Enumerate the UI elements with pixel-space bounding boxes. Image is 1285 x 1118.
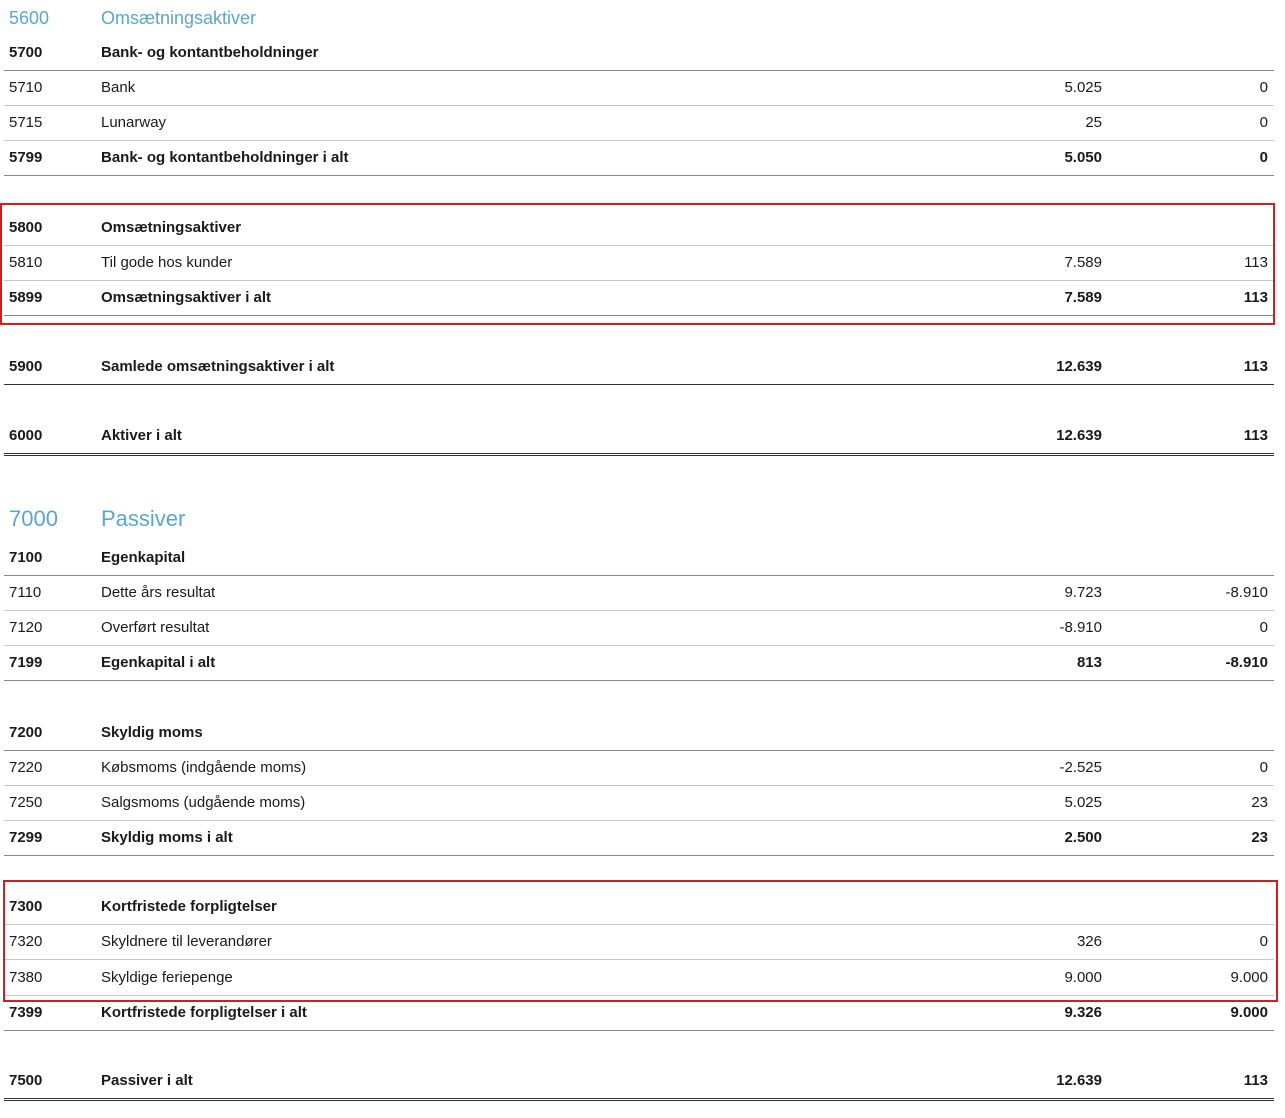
table-row-7199 (4, 646, 1274, 681)
section-heading-5600 (4, 1, 1274, 35)
account-code: 7110 (9, 584, 42, 601)
account-code: 5700 (9, 44, 43, 61)
account-name: Egenkapital i alt (101, 654, 216, 671)
value-current: 12.639 (1056, 1072, 1102, 1089)
account-name: Kortfristede forpligtelser i alt (101, 1004, 307, 1021)
account-name: Skyldige feriepenge (101, 969, 233, 986)
table-row-7299 (4, 821, 1274, 856)
table-row-7110 (4, 576, 1274, 611)
value-current: 9.723 (1064, 584, 1102, 601)
account-name: Skyldig moms (101, 724, 203, 741)
table-row-5715 (4, 106, 1274, 141)
table-row-5810 (4, 246, 1274, 281)
table-row-7300 (4, 890, 1274, 925)
section-title: Omsætningsaktiver (101, 8, 257, 28)
value-current: 9.000 (1064, 969, 1102, 986)
table-row-5700 (4, 36, 1274, 71)
account-name: Bank- og kontantbeholdninger i alt (101, 149, 349, 166)
value-previous: 113 (1244, 254, 1268, 271)
account-name: Egenkapital (101, 549, 186, 566)
table-row-7100 (4, 541, 1274, 576)
table-row-7220 (4, 751, 1274, 786)
account-name: Købsmoms (indgående moms) (101, 759, 307, 776)
value-previous: 9.000 (1230, 969, 1268, 986)
value-previous: 0 (1259, 933, 1268, 950)
value-previous: 0 (1259, 114, 1268, 131)
account-name: Bank (101, 79, 136, 96)
value-current: 9.326 (1064, 1004, 1102, 1021)
value-current: 5.025 (1064, 79, 1102, 96)
account-name: Skyldig moms i alt (101, 829, 233, 846)
table-row-7320 (4, 925, 1274, 960)
account-name: Omsætningsaktiver i alt (101, 289, 272, 306)
table-row-7399 (4, 996, 1274, 1031)
value-current: -8.910 (1059, 619, 1102, 636)
value-previous: 23 (1251, 829, 1268, 846)
account-name: Aktiver i alt (101, 427, 182, 444)
value-current: 7.589 (1064, 289, 1102, 306)
account-code: 7320 (9, 933, 43, 950)
value-previous: 113 (1243, 427, 1268, 444)
account-name: Overført resultat (101, 619, 210, 636)
section-code: 7000 (9, 506, 58, 531)
account-name: Salgsmoms (udgående moms) (101, 794, 306, 811)
value-previous: 113 (1243, 358, 1268, 375)
value-previous: 0 (1259, 619, 1268, 636)
section-heading-7000 (4, 499, 1274, 539)
section-code: 5600 (9, 8, 50, 28)
account-code: 7380 (9, 969, 43, 986)
account-name: Passiver i alt (101, 1072, 193, 1089)
table-row-5900 (4, 350, 1274, 385)
value-current: 326 (1076, 933, 1102, 950)
account-code: 7300 (9, 898, 43, 915)
account-name: Kortfristede forpligtelser (101, 898, 277, 915)
table-row-5799 (4, 141, 1274, 176)
value-previous: -8.910 (1225, 654, 1268, 671)
value-current: 7.589 (1064, 254, 1102, 271)
table-row-5899 (4, 281, 1274, 316)
value-current: 2.500 (1064, 829, 1102, 846)
account-code: 5900 (9, 358, 43, 375)
account-code: 5710 (9, 79, 43, 96)
account-code: 6000 (9, 427, 43, 444)
account-name: Samlede omsætningsaktiver i alt (101, 358, 335, 375)
value-previous: 113 (1243, 289, 1268, 306)
account-code: 7199 (9, 654, 43, 671)
value-current: 12.639 (1056, 358, 1102, 375)
account-code: 7399 (9, 1004, 43, 1021)
account-code: 5799 (9, 149, 43, 166)
account-code: 7500 (9, 1072, 43, 1089)
value-previous: 113 (1243, 1072, 1268, 1089)
account-code: 5810 (9, 254, 43, 271)
account-name: Skyldnere til leverandører (101, 933, 272, 950)
account-name: Dette års resultat (101, 584, 216, 601)
value-previous: 23 (1251, 794, 1268, 811)
value-previous: 0 (1259, 149, 1268, 166)
account-code: 7200 (9, 724, 43, 741)
account-code: 7100 (9, 549, 43, 566)
value-previous: 0 (1259, 759, 1268, 776)
account-code: 5800 (9, 219, 43, 236)
account-code: 5715 (9, 114, 43, 131)
account-name: Lunarway (101, 114, 167, 131)
account-name: Bank- og kontantbeholdninger (101, 44, 319, 61)
table-row-7380 (4, 961, 1274, 996)
account-code: 7120 (9, 619, 43, 636)
table-row-7500 (4, 1064, 1274, 1101)
section-title: Passiver (101, 506, 186, 531)
table-row-7250 (4, 786, 1274, 821)
value-current: 12.639 (1056, 427, 1102, 444)
value-current: 5.050 (1064, 149, 1102, 166)
value-previous: -8.910 (1225, 584, 1268, 601)
account-code: 7220 (9, 759, 43, 776)
value-current: 25 (1085, 114, 1102, 131)
account-code: 7299 (9, 829, 43, 846)
account-code: 5899 (9, 289, 43, 306)
value-current: -2.525 (1059, 759, 1102, 776)
value-previous: 9.000 (1230, 1004, 1268, 1021)
table-row-7200 (4, 716, 1274, 751)
table-row-6000 (4, 419, 1274, 456)
account-name: Omsætningsaktiver (101, 219, 242, 236)
table-row-5800 (4, 211, 1274, 246)
account-name: Til gode hos kunder (101, 254, 233, 271)
value-current: 813 (1076, 654, 1102, 671)
table-row-7120 (4, 611, 1274, 646)
value-current: 5.025 (1064, 794, 1102, 811)
table-row-5710 (4, 71, 1274, 106)
value-previous: 0 (1259, 79, 1268, 96)
account-code: 7250 (9, 794, 43, 811)
